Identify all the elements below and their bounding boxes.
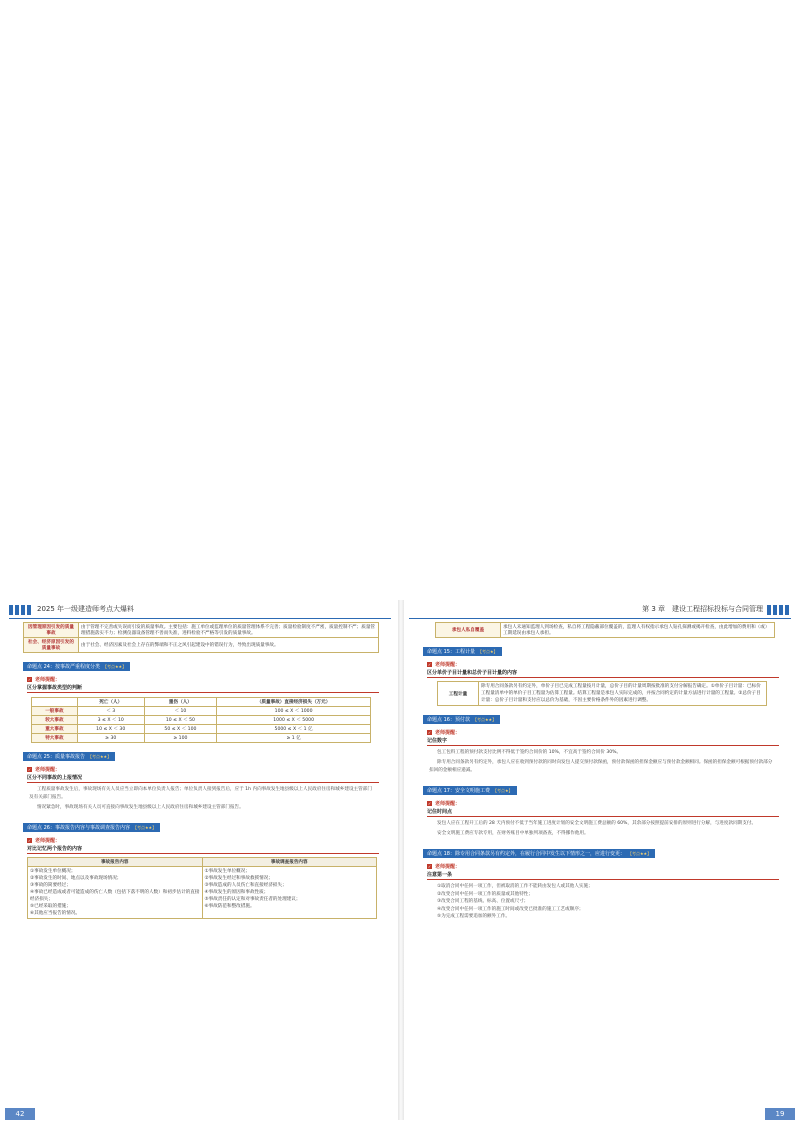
kp24-title: 命题点 24：按事故严重程度分类 【考点★★】 (23, 662, 130, 671)
check-icon: ✓ (427, 662, 432, 667)
check-icon: ✓ (27, 767, 32, 772)
page-number: 19 (765, 1108, 795, 1120)
cause-text: 由于管理不完善或失误而引发的质量事故。主要包括：施工单位或监理单位的质量管理体系不完善；质量检验制度不严密，质量控制不严；质量管理措施落实不力；检测仪器设备管理不善而失准，进料检验不严格等引发的质量事故。 (79, 623, 379, 638)
table-row (28, 867, 377, 919)
kp17-paragraph: 安全文明施工费应专款专用，在财务账目中单独列项备查，不得挪作他用。 (437, 831, 589, 836)
list-item: ⑥其他应当报告的情况。 (30, 911, 81, 916)
table-cell: 3 ≤ X ＜ 10 (77, 716, 144, 725)
table-row (32, 734, 371, 743)
list-item: ①事故发生单位概况； (204, 869, 250, 874)
table-cell: 特大事故 (32, 734, 78, 743)
cover-text: 承包人未通知监理人到场检查，私自将工程隐蔽部位覆盖的，监理人有权指示承包人钻孔探测或揭开检查，由此增加的费用和（或）工期延误由承包人承担。 (501, 623, 775, 638)
kp25-subtitle: 区分不同事故的上报情况 (27, 774, 379, 783)
kp18-tip: ✓ 老师提醒： (427, 864, 461, 870)
kp17-tip: ✓ 老师提醒： (427, 801, 461, 807)
kp17-subtitle: 记住时间点 (427, 808, 779, 817)
check-icon: ✓ (27, 838, 32, 843)
list-item: ①事故发生单位概况； (30, 869, 76, 874)
list-item: ③事故的简要经过； (30, 883, 71, 888)
report-right-cell (202, 867, 377, 919)
kp18-subtitle: 注意第一条 (427, 871, 779, 880)
kp26-subtitle: 对比记忆两个报告的内容 (27, 845, 379, 854)
table-row (32, 725, 371, 734)
left-header-title: 2025 年一级建造师考点大爆料 (37, 605, 135, 613)
kp16-paragraph: 包工包料工程的预付款支付比例不得低于签约合同价的 10%，不宜高于签约合同价 30%。 (437, 750, 622, 755)
table-row (24, 623, 379, 638)
check-icon: ✓ (427, 801, 432, 806)
table-header: （质量事故）直接经济损失（万元） (217, 698, 371, 707)
list-item: ④事故发生的原因和事故性质； (204, 890, 269, 895)
report-left-cell (28, 867, 203, 919)
measure-table (437, 681, 767, 706)
table-cell: 50 ≤ X ＜ 100 (144, 725, 217, 734)
page-number: 42 (5, 1108, 35, 1120)
cause-text: 由于社会、经济因素及社会上存在的弊端和不正之风引起建设中的错误行为，导致出现质量事故。 (79, 638, 379, 653)
kp16-title: 命题点 16：预付款 【考点★★】 (423, 715, 500, 724)
book-spine (398, 600, 404, 1120)
kp25-tip: ✓ 老师提醒： (27, 767, 61, 773)
kp25-paragraph: 情况紧急时，事故现场有关人员可直接向事故发生地县级以上人民政府住房和城乡建设主管部门报告。 (37, 805, 244, 810)
table-row (32, 707, 371, 716)
left-footer (5, 1108, 395, 1120)
kp16-tip: ✓ 老师提醒： (427, 730, 461, 736)
kp24-tip: ✓ 老师提醒： (27, 677, 61, 683)
left-content (23, 622, 379, 919)
kp25-paragraph: 工程质量事故发生后，事故现场有关人员应当立即向本单位负责人报告；单位负责人接到报告后，应于 1h 内向事故发生地县级以上人民政府住房和城乡建设主管部门及有关部门报告。 (29, 787, 372, 800)
right-page-header (405, 600, 795, 618)
kp24-subtitle: 区分掌握事故类型的判断 (27, 684, 379, 693)
header-rule (9, 618, 391, 619)
table-cell: 较大事故 (32, 716, 78, 725)
table-cell: 重大事故 (32, 725, 78, 734)
severity-table (31, 697, 371, 743)
list-item: ⑤事故责任的认定和对事故责任者的处理建议； (204, 897, 301, 902)
report-table (27, 857, 377, 919)
header-rule (409, 618, 791, 619)
left-page-header (5, 600, 395, 618)
kp17-title: 命题点 17：安全文明施工费 【考点★】 (423, 786, 517, 795)
cover-table (435, 622, 775, 638)
table-cell: 100 ≤ X ＜ 1000 (217, 707, 371, 716)
list-item: ⑤为完成工程需要追加的额外工作。 (437, 914, 511, 919)
right-content (423, 622, 779, 921)
kp15-title: 命题点 15：工程计量 【考点★】 (423, 647, 502, 656)
table-row (24, 638, 379, 653)
table-cell: ≥ 100 (144, 734, 217, 743)
table-cell: ≥ 1 亿 (217, 734, 371, 743)
kp16-subtitle: 记住数字 (427, 737, 779, 746)
table-header-row (28, 858, 377, 867)
list-item: ①取消合同中任何一项工作，但被取消的工作不能转由发包人或其他人实施； (437, 884, 593, 889)
cover-label: 承包人私自覆盖 (436, 623, 501, 638)
table-cell: ＜ 3 (77, 707, 144, 716)
table-header: 事故调查报告内容 (202, 858, 377, 867)
table-cell: 10 ≤ X ＜ 30 (77, 725, 144, 734)
list-item: ⑤已经采取的措施； (30, 904, 71, 909)
change-list (437, 883, 779, 921)
check-icon: ✓ (427, 864, 432, 869)
list-item: ⑥事故防范和整改措施。 (204, 904, 255, 909)
kp15-subtitle: 区分单价子目计量和总价子目计量的内容 (427, 669, 779, 678)
table-header: 重伤（人） (144, 698, 217, 707)
list-item: ④事故已经造成或者可能造成的伤亡人数（包括下落不明的人数）和初步估计的直接经济损失； (30, 890, 200, 902)
right-header-title: 第 3 章 建设工程招标投标与合同管理 (642, 605, 763, 613)
kp16-paragraph: 除专用合同条款另有约定外，承包人应在收到预付款的同时向发包人提交预付款保函，预付款保函的担保金额应与预付款金额相同。保函的担保金额可根据预付款部分扣回的金额相应递减。 (429, 760, 773, 773)
list-item: ②事故发生的时间、地点以及事故现场情况； (30, 876, 122, 881)
table-row (438, 682, 767, 706)
measure-label: 工程计量 (438, 682, 479, 706)
kp18-title: 命题点 18：除专用合同条款另有约定外，在履行合同中发生以下情形之一，应进行变更： 【考点★★】 (423, 849, 655, 858)
check-icon: ✓ (427, 730, 432, 735)
header-bars-icon (767, 604, 791, 622)
table-cell: 10 ≤ X ＜ 50 (144, 716, 217, 725)
list-item: ②改变合同中任何一项工作的质量或其他特性； (437, 891, 533, 897)
header-bars-icon (9, 604, 33, 622)
list-item: ②事故发生经过和事故救援情况； (204, 876, 273, 881)
list-item: ③事故造成的人员伤亡和直接经济损失； (204, 883, 287, 888)
cause-table (23, 622, 379, 653)
table-header (32, 698, 78, 707)
table-header: 事故报告内容 (28, 858, 203, 867)
book-spread (0, 600, 800, 1120)
measure-text: 除专用合同条款另有约定外，单价子目已完成工程量按月计量，总价子目的计量周期按批准的支付分解报告确定。①单价子目计量：已标价工程量清单中的单价子目工程量为估算工程量。结算工程量是承包人实际完成的，并按合同约定的计量方法进行计量的工程量。②总价子目计量：总价子目计量和支付应以总价为基础，不因主要价格条件外的因素进行调整。 (479, 682, 767, 706)
kp15-tip: ✓ 老师提醒： (427, 662, 461, 668)
cause-label: 因管理原因引发的质量事故 (24, 623, 79, 638)
right-page (405, 600, 795, 1120)
table-header: 死亡（人） (77, 698, 144, 707)
table-cell: ≥ 30 (77, 734, 144, 743)
table-header-row (32, 698, 371, 707)
right-footer (405, 1108, 795, 1120)
list-item: ④改变合同中任何一项工作的施工时间或改变已批准的施工工艺或顺序； (437, 906, 584, 912)
kp26-title: 命题点 26：事故报告内容与事故调查报告内容 【考点★★】 (23, 823, 160, 832)
cause-label: 社会、经济原因引发的质量事故 (24, 638, 79, 653)
kp26-tip: ✓ 老师提醒： (27, 838, 61, 844)
table-cell: ＜ 10 (144, 707, 217, 716)
left-page (5, 600, 395, 1120)
table-cell: 一般事故 (32, 707, 78, 716)
table-row (32, 716, 371, 725)
kp17-paragraph: 发包人应在工程开工后的 28 天内预付不低于当年施工进度计划的安全文明施工费总额的 60%，其余部分按照提前安排的原则进行分解，与进度款同期支付。 (437, 821, 757, 826)
list-item: ③改变合同工程的基线、标高、位置或尺寸； (437, 899, 529, 904)
table-cell: 1000 ≤ X ＜ 5000 (217, 716, 371, 725)
kp25-title: 命题点 25：质量事故报告 【考点★★】 (23, 752, 115, 761)
table-row (436, 623, 775, 638)
table-cell: 5000 ≤ X ＜ 1 亿 (217, 725, 371, 734)
check-icon: ✓ (27, 677, 32, 682)
